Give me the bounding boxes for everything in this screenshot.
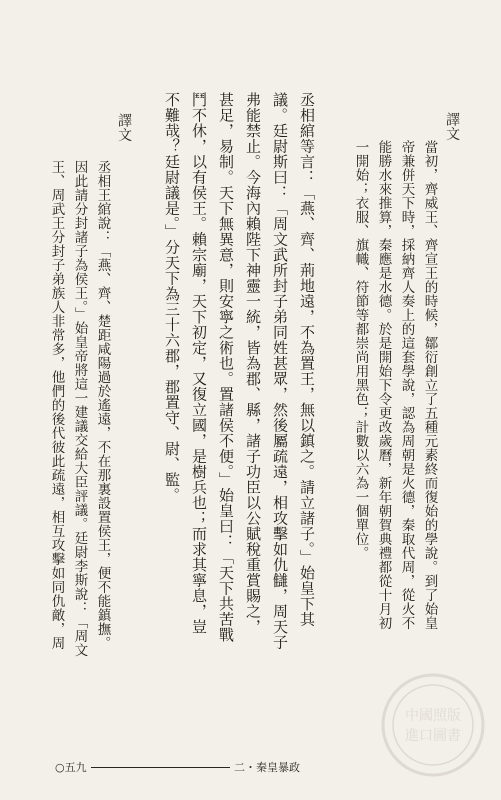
import-stamp-icon xyxy=(378,670,488,780)
translation-column: 當初，齊威王、齊宣王的時候，鄒衍創立了五種元素終而復始的學說。到了始皇 xyxy=(421,140,438,630)
page-footer xyxy=(55,758,300,776)
translation-column: 一開始；衣服、旗幟、符節等都崇尚用黑色；計數以六為一個單位。 xyxy=(352,140,369,560)
classical-text-column: 丞相綰等言：「燕、齊、荊地遠，不為置王，無以鎮之。請立諸子。」始皇下其 xyxy=(298,92,316,627)
translation-column: 因此請分封諸子為侯王。」始皇帝將這一建議交給大臣評議。廷尉李斯說：「周文 xyxy=(71,160,88,658)
classical-text-column: 鬥不休，以有侯王。賴宗廟，天下初定，又復立國，是樹兵也；而求其寧息，豈 xyxy=(190,92,208,635)
translation-label-bottom: 譯文 xyxy=(116,113,132,142)
translation-label-top: 譯文 xyxy=(444,112,460,141)
translation-column: 王、周武王分封子弟族人非常多，他們的後代彼此疏遠，相互攻擊如同仇敵，周 xyxy=(48,160,65,650)
classical-text-column: 議。廷尉斯曰：「周文武所封子弟同姓甚眾，然後屬疏遠，相攻擊如仇讎，周天子 xyxy=(271,92,289,650)
translation-column: 帝兼併天下時，採納齊人奏上的這套學說，認為周朝是火德，秦取代周，從火不 xyxy=(398,140,415,630)
classical-text-column: 弗能禁止。今海內賴陛下神靈一統，皆為郡、縣，諸子功臣以公賦稅重賞賜之， xyxy=(244,92,262,635)
chapter-title: 二・秦皇暴政 xyxy=(234,761,300,774)
page-number: ○五九 xyxy=(55,761,87,774)
classical-text-column: 不難哉？廷尉議是。」分天下為三十六郡，郡置守、尉、監。 xyxy=(163,92,181,503)
stamp-text-bottom: 進口圖書 xyxy=(405,728,461,744)
translation-column: 丞相王綰說：「燕、齊、楚距咸陽過於遙遠，不在那裏設置侯王，便不能鎮撫。 xyxy=(94,160,111,650)
stamp-text-top: 中國照版 xyxy=(405,708,461,724)
footer-rule xyxy=(91,767,230,768)
classical-text-column: 甚足，易制。天下無異意，則安寧之術也。置諸侯不便。」始皇曰：「天下共苦戰 xyxy=(217,92,235,643)
translation-column: 能勝水來推算，秦應是水德。於是開始下令更改歲曆，新年朝賀典禮都從十月初 xyxy=(375,140,392,630)
